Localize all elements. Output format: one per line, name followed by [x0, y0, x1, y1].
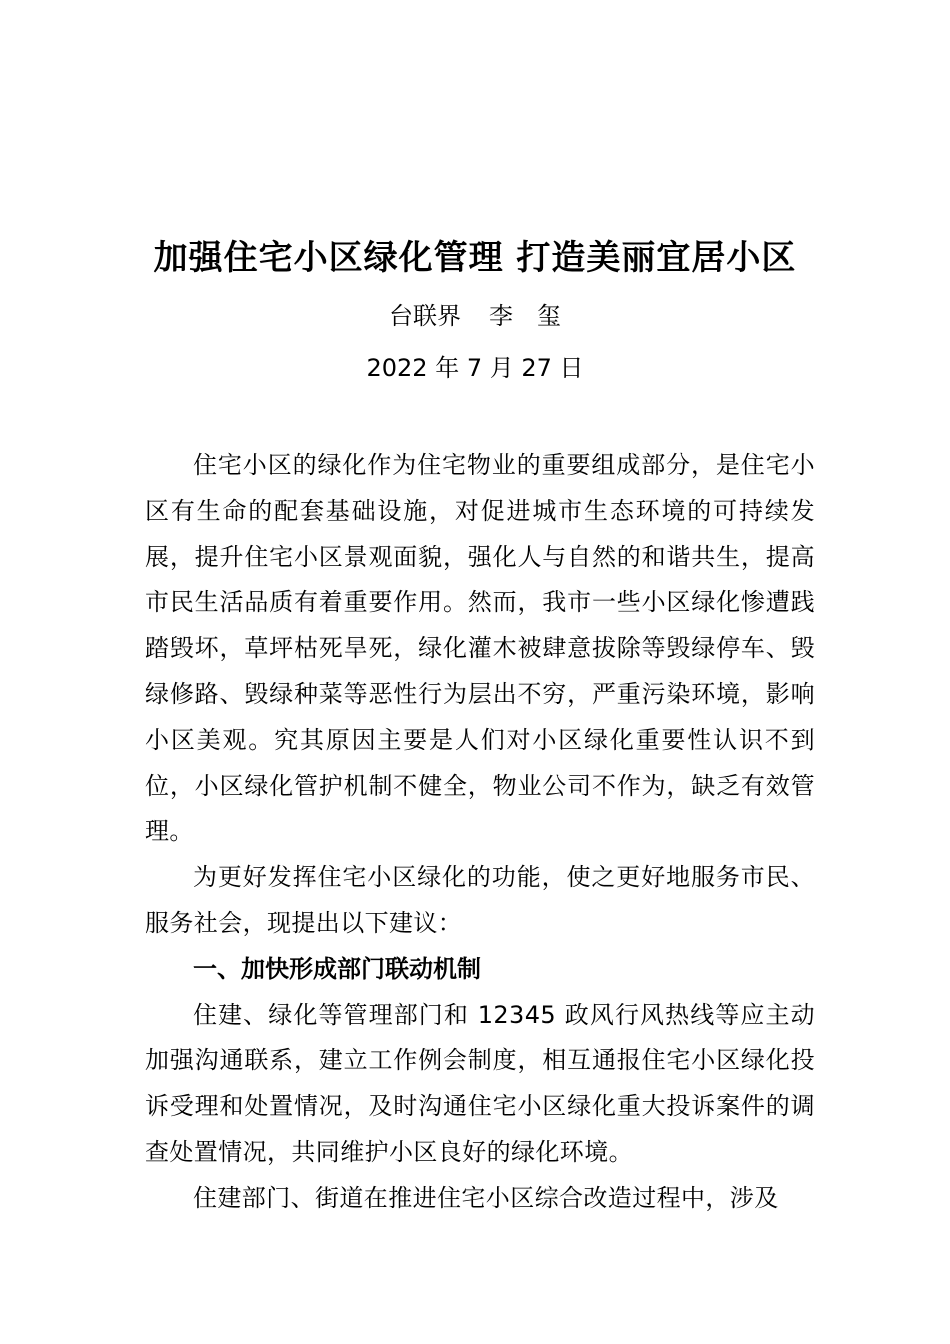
document-title: 加强住宅小区绿化管理 打造美丽宜居小区 — [153, 238, 797, 278]
body-paragraph: 为更好发挥住宅小区绿化的功能，使之更好地服务市民、服务社会，现提出以下建议： — [145, 863, 815, 937]
body-paragraph: 住宅小区的绿化作为住宅物业的重要组成部分，是住宅小区有生命的配套基础设施，对促进城市生态环境的可持续发展，提升住宅小区景观面貌，强化人与自然的和谐共生，提高市民生活品质有着重要作用。然而，我市一些小区绿化惨遭践踏毁坏，草坪枯死旱死，绿化灌木被肆意拔除等毁绿停车、毁绿修路、毁绿种菜等恶性行为层出不穷，严重污染环境，影响小区美观。究其原因主要是人们对小区绿化重要性认识不到位，小区绿化管护机制不健全，物业公司不作为，缺乏有效管理。 — [145, 451, 815, 846]
author-line — [0, 298, 950, 334]
author-name: 李 玺 — [489, 302, 561, 330]
section-heading: 一、加快形成部门联动机制 — [193, 954, 481, 983]
body-paragraph: 住建、绿化等管理部门和 12345 政风行风热线等应主动加强沟通联系，建立工作例会制度，相互通报住宅小区绿化投诉受理和处置情况，及时沟通住宅小区绿化重大投诉案件的调查处置情况，共同维护小区良好的绿化环境。 — [145, 1000, 815, 1166]
document-date: 2022 年 7 月 27 日 — [366, 354, 584, 382]
document-body — [145, 443, 815, 1222]
body-paragraph: 住建部门、街道在推进住宅小区综合改造过程中，涉及 — [193, 1183, 779, 1212]
author-organization: 台联界 — [389, 302, 461, 330]
